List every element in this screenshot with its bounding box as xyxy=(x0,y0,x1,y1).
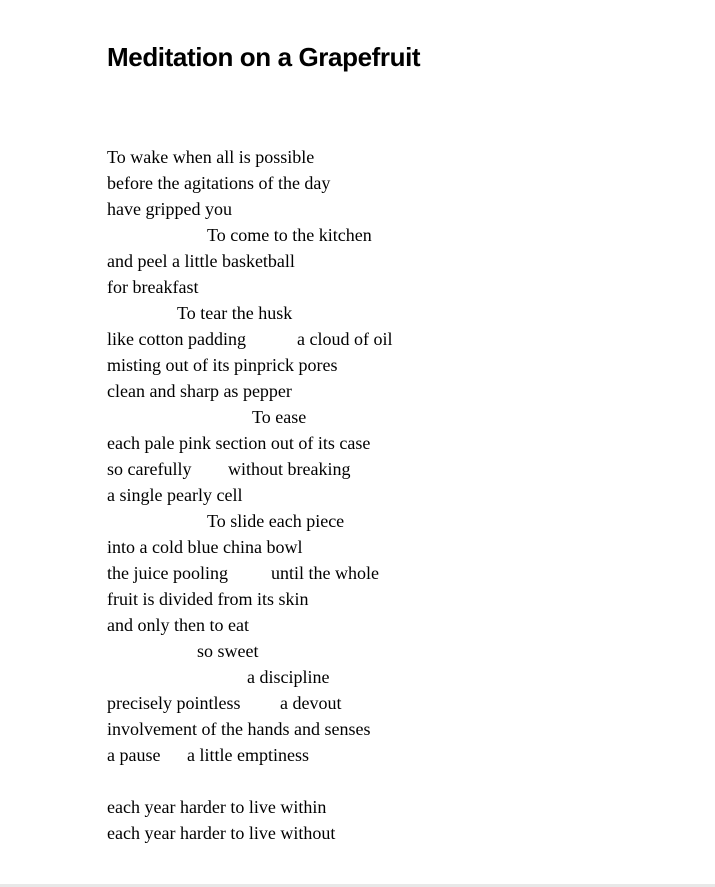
poem-line: so sweet xyxy=(197,641,259,661)
poem-line: before the agitations of the day xyxy=(107,173,331,193)
poem-line: and peel a little basketball xyxy=(107,251,295,271)
poem-line: and only then to eat xyxy=(107,615,249,635)
poem-line: precisely pointless xyxy=(107,693,241,713)
poem-line: To slide each piece xyxy=(207,511,345,531)
poem-line: a pause xyxy=(107,745,161,765)
poem-line: into a cold blue china bowl xyxy=(107,537,303,557)
poem-line: the juice pooling xyxy=(107,563,228,583)
poem-line: without breaking xyxy=(228,459,351,479)
poem-line: To wake when all is possible xyxy=(107,147,315,167)
poem-line: have gripped you xyxy=(107,199,232,219)
poem-line: involvement of the hands and senses xyxy=(107,719,371,739)
poem-line: each year harder to live within xyxy=(107,797,327,817)
poem-line: a little emptiness xyxy=(187,745,309,765)
poem-line: for breakfast xyxy=(107,277,199,297)
poem-title: Meditation on a Grapefruit xyxy=(107,42,421,72)
poem-line: misting out of its pinprick pores xyxy=(107,355,338,375)
poem-line: To tear the husk xyxy=(177,303,293,323)
poem-line: To ease xyxy=(252,407,307,427)
poem-line: fruit is divided from its skin xyxy=(107,589,309,609)
poem-line: like cotton padding xyxy=(107,329,246,349)
poem-line: each pale pink section out of its case xyxy=(107,433,371,453)
poem-line: each year harder to live without xyxy=(107,823,336,843)
poem-line: a cloud of oil xyxy=(297,329,393,349)
poem-line: a single pearly cell xyxy=(107,485,243,505)
poem-line: To come to the kitchen xyxy=(207,225,372,245)
poem-line: until the whole xyxy=(271,563,379,583)
poem-line: a devout xyxy=(280,693,342,713)
poem-line: so carefully xyxy=(107,459,192,479)
poem-line: a discipline xyxy=(247,667,330,687)
poem-line: clean and sharp as pepper xyxy=(107,381,292,401)
